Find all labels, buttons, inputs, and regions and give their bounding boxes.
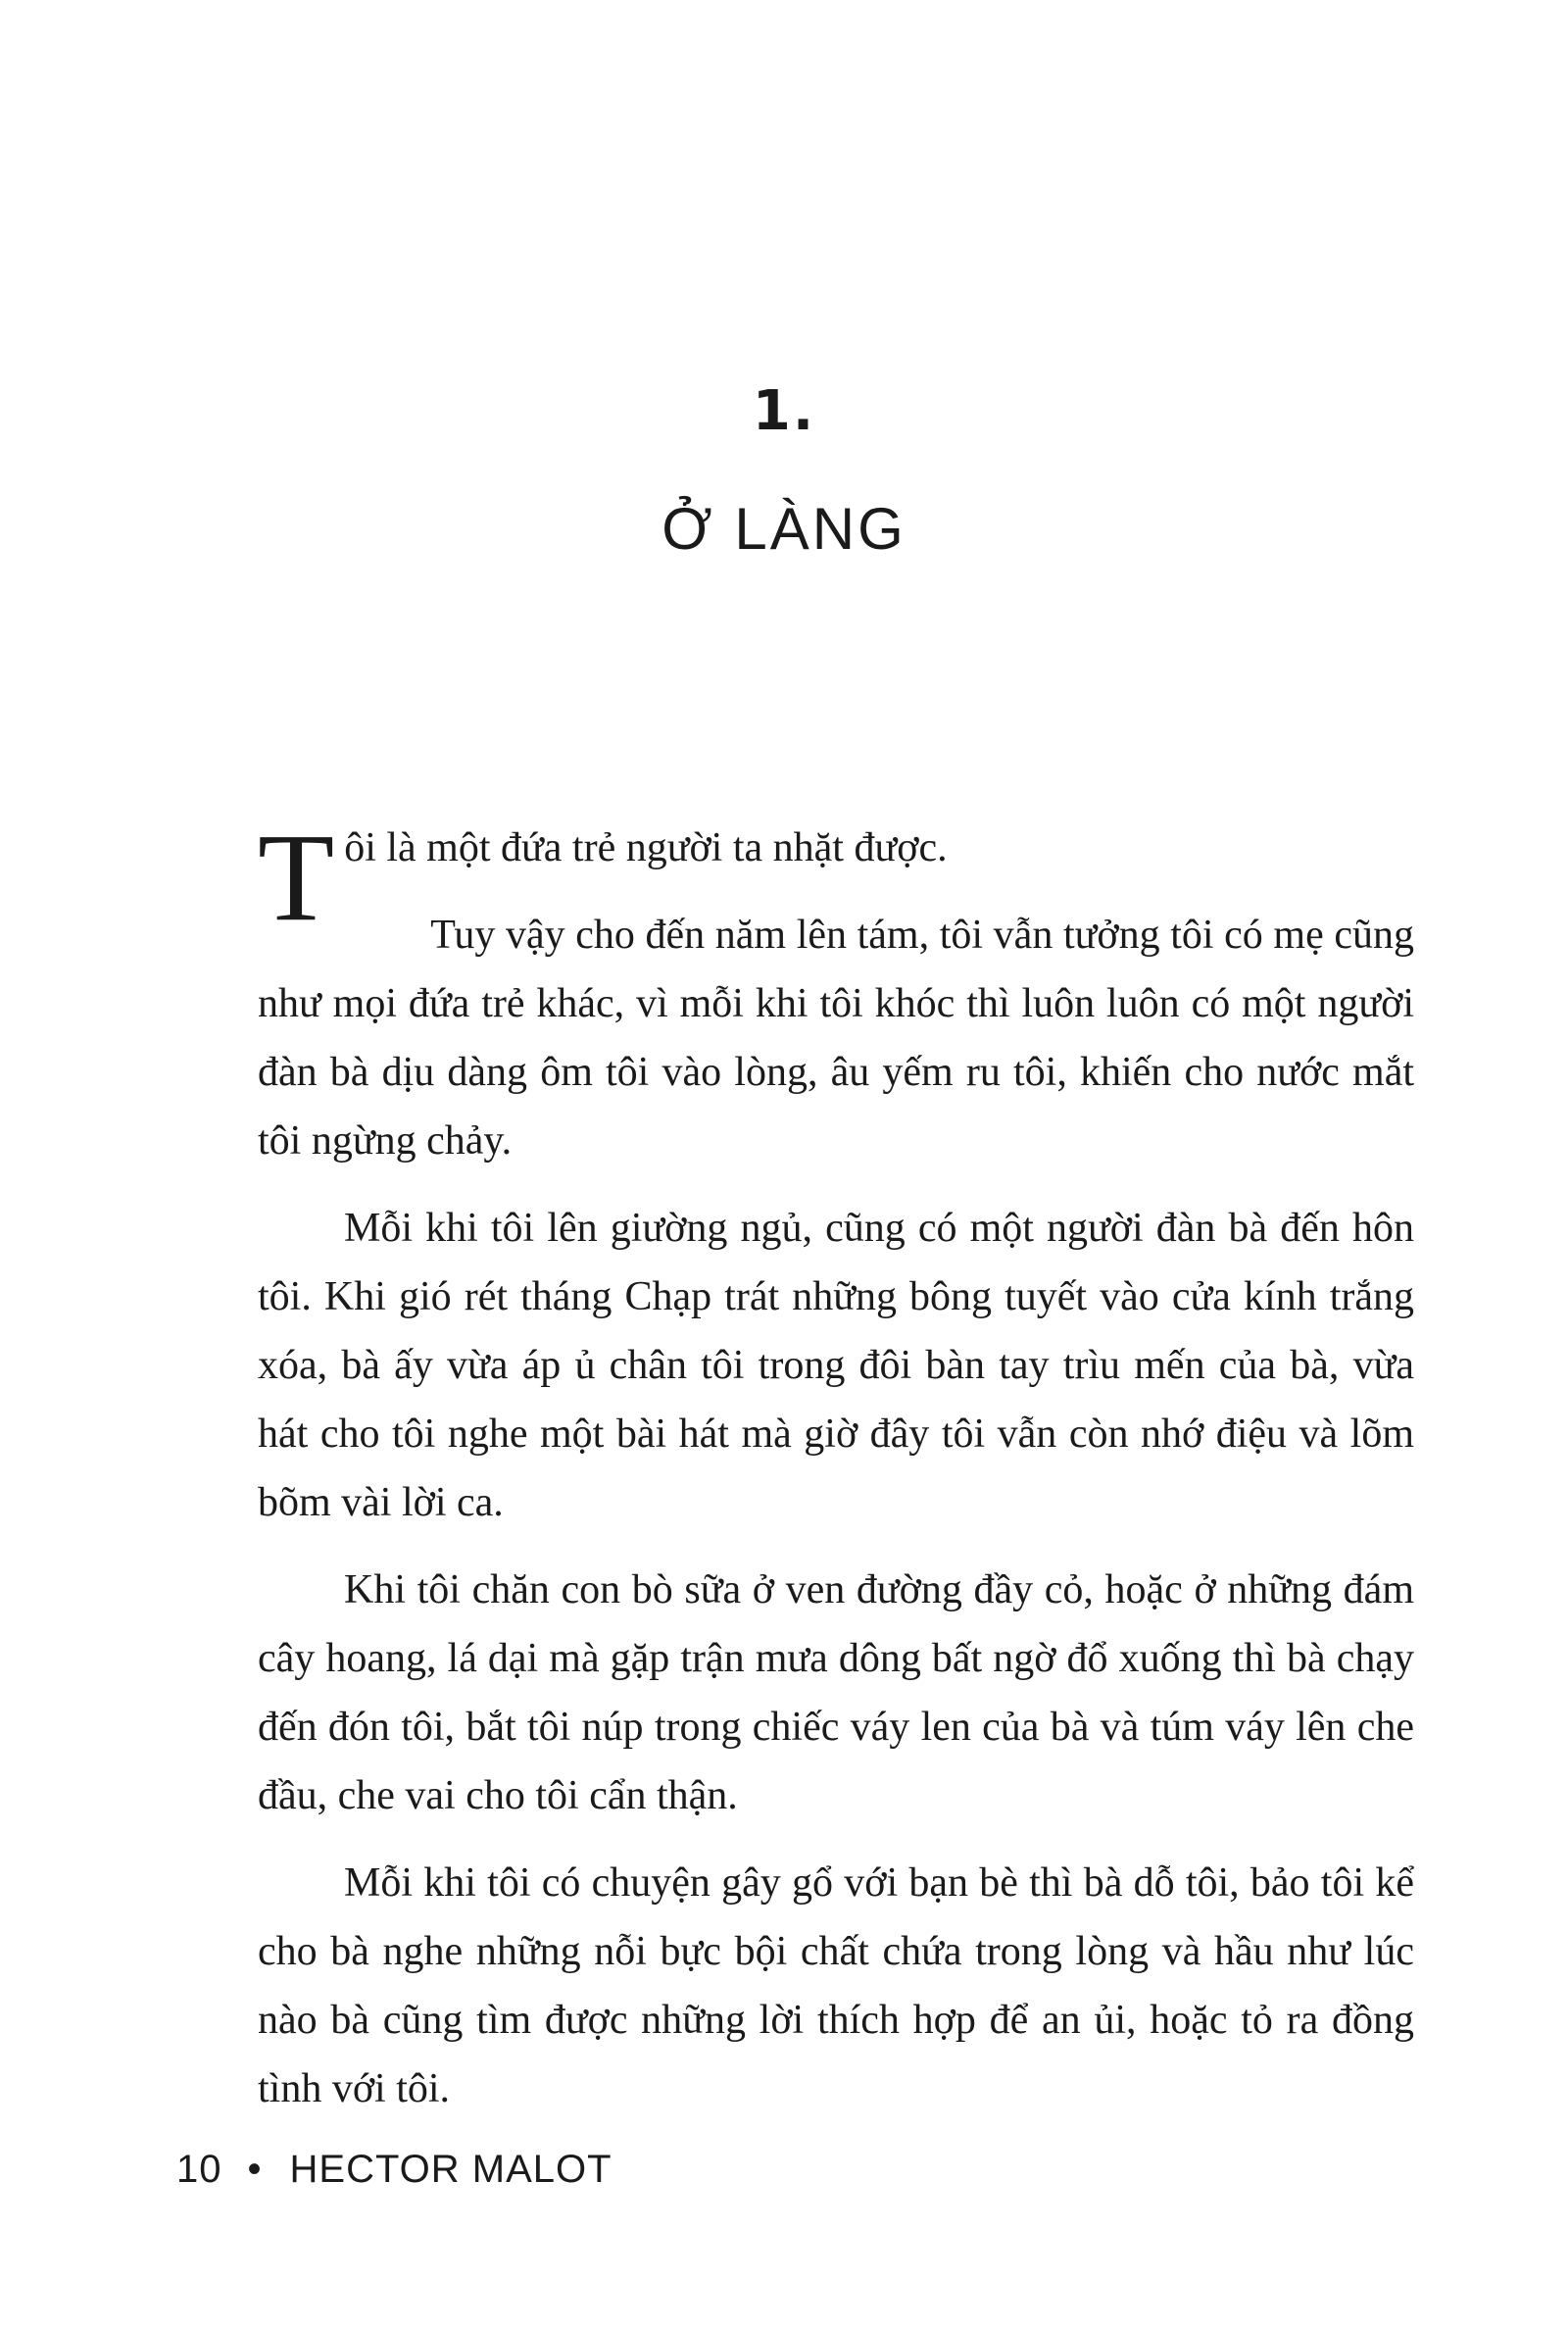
chapter-number: 1.: [752, 379, 816, 443]
paragraph-1-text: ôi là một đứa trẻ người ta nhặt được.: [344, 825, 948, 870]
chapter-body: [258, 808, 1414, 2142]
drop-cap: T: [258, 808, 335, 947]
paragraph-2: Tuy vậy cho đến năm lên tám, tôi vẫn tưởng tôi có mẹ cũng như mọi đứa trẻ khác, vì mỗi khi tôi khóc thì luôn luôn có một người đàn bà dịu dàng ôm tôi vào lòng, âu yếm ru tôi, khiến cho nước mắt tôi ngừng chảy.: [258, 913, 1414, 1164]
paragraph-4: Khi tôi chăn con bò sữa ở ven đường đầy cỏ, hoặc ở những đám cây hoang, lá dại mà gặp trận mưa dông bất ngờ đổ xuống thì bà chạy đến đón tôi, bắt tôi núp trong chiếc váy len của bà và túm váy lên che đầu, che vai cho tôi cẩn thận.: [258, 1567, 1414, 1818]
page-number: 10: [176, 2148, 222, 2191]
page-footer: [176, 2145, 612, 2194]
paragraph-3: Mỗi khi tôi lên giường ngủ, cũng có một người đàn bà đến hôn tôi. Khi gió rét tháng Chạp trát những bông tuyết vào cửa kính trắng xóa, bà ấy vừa áp ủ chân tôi trong đôi bàn tay trìu mến của bà, vừa hát cho tôi nghe một bài hát mà giờ đây tôi vẫn còn nhớ điệu và lõm bõm vài lời ca.: [258, 1206, 1414, 1525]
footer-author: HECTOR MALOT: [289, 2148, 612, 2191]
chapter-title: Ở LÀNG: [662, 496, 906, 562]
footer-separator: •: [247, 2148, 263, 2191]
paragraph-5: Mỗi khi tôi có chuyện gây gổ với bạn bè thì bà dỗ tôi, bảo tôi kể cho bà nghe những nỗi bực bội chất chứa trong lòng và hầu như lúc nào bà cũng tìm được những lời thích hợp để an ủi, hoặc tỏ ra đồng tình với tôi.: [258, 1860, 1414, 2111]
paragraph-1: [258, 808, 1414, 947]
